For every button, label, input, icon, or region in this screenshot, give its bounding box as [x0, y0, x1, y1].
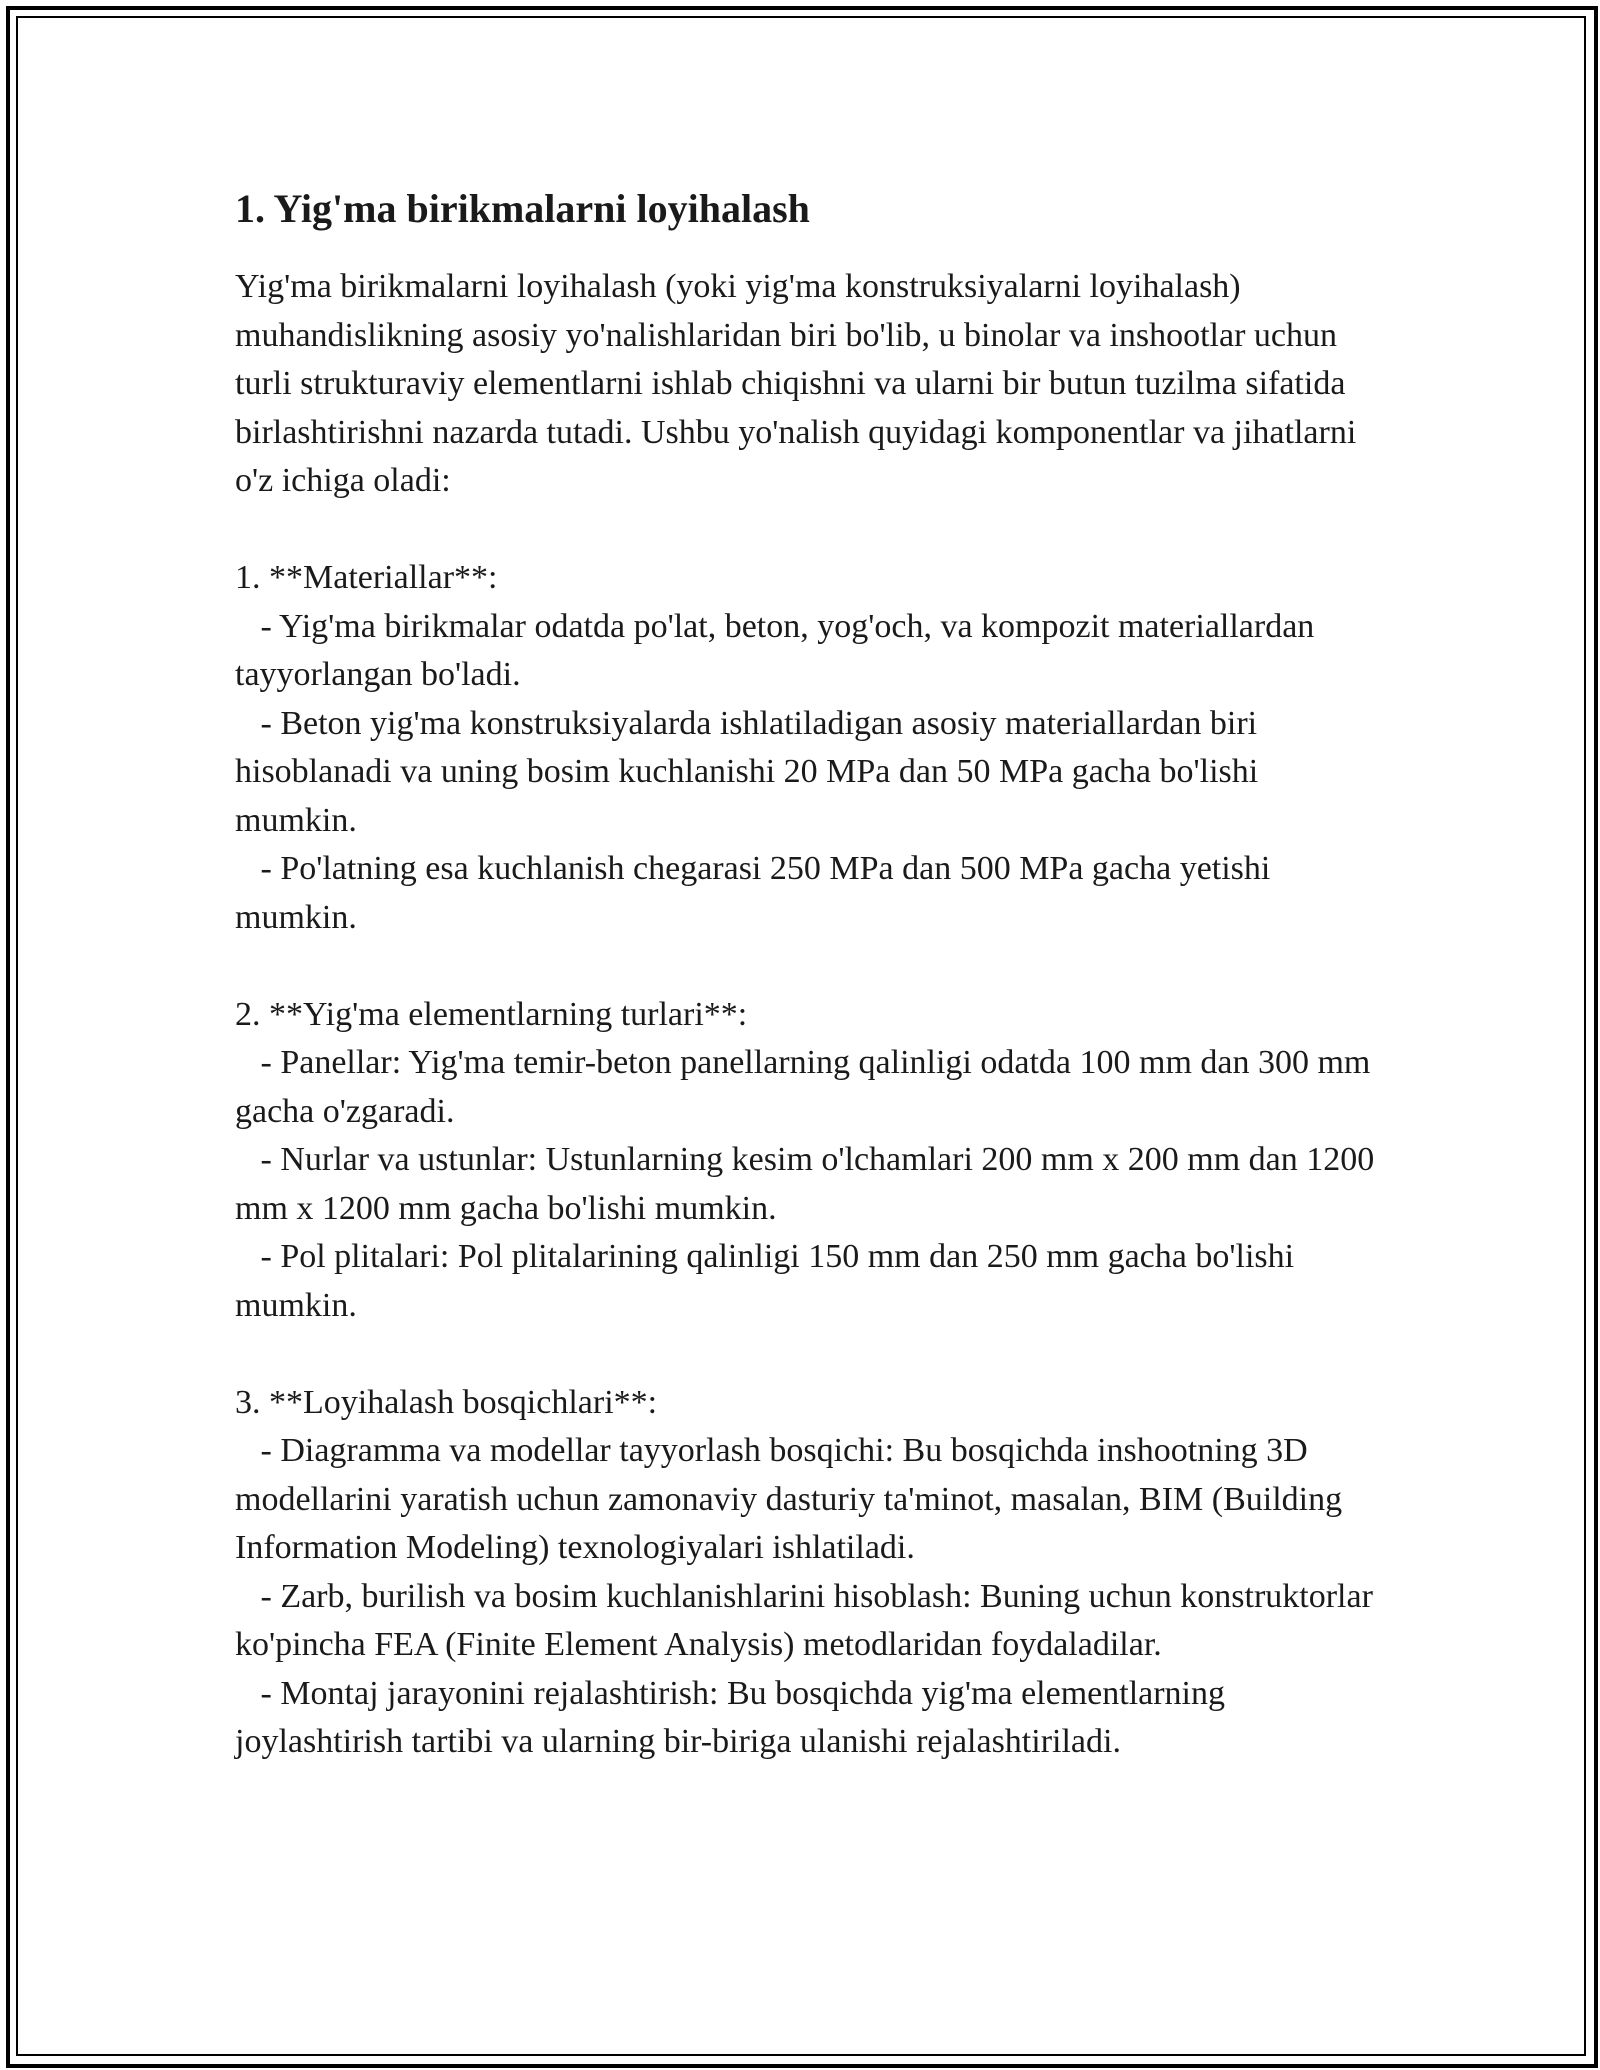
list-item: - Beton yig'ma konstruksiyalarda ishlatiladigan asosiy materiallardan biri hisoblanadi va uning bosim kuchlanishi 20 MPa dan 50 MPa gacha bo'lishi mumkin. [235, 704, 1267, 839]
list-item: - Zarb, burilish va bosim kuchlanishlarini hisoblash: Buning uchun konstruktorlar ko'pincha FEA (Finite Element Analysis) metodlaridan foydaladilar. [235, 1577, 1382, 1663]
document-body [235, 185, 1383, 1767]
intro-paragraph: Yig'ma birikmalarni loyihalash (yoki yig'ma konstruksiyalarni loyihalash) muhandislikning asosiy yo'nalishlaridan biri bo'lib, u binolar va inshootlar uchun turli strukturaviy elementlarni ishlab chiqishni va ularni bir butun tuzilma sifatida birlashtirishni nazarda tutadi. Ushbu yo'nalish quyidagi komponentlar va jihatlarni o'z ichiga oladi: [235, 268, 1365, 499]
document-title: 1. Yig'ma birikmalarni loyihalash [235, 186, 810, 231]
list-item: - Montaj jarayonini rejalashtirish: Bu bosqichda yig'ma elementlarning joylashtirish tartibi va ularning bir-biriga ulanishi rejalashtiriladi. [235, 1674, 1234, 1760]
spacer [235, 1330, 1375, 1379]
section-heading: 3. **Loyihalash bosqichlari**: [235, 1383, 658, 1421]
list-item: - Diagramma va modellar tayyorlash bosqichi: Bu bosqichda inshootning 3D modellarini yaratish uchun zamonaviy dasturiy ta'minot, masalan, BIM (Building Information Modeling) texnologiyalari ishlatiladi. [235, 1432, 1351, 1566]
list-item: - Panellar: Yig'ma temir-beton panellarning qalinligi odatda 100 mm dan 300 mm gacha o'zgaradi. [235, 1044, 1379, 1130]
list-item: - Yig'ma birikmalar odatda po'lat, beton, yog'och, va kompozit materiallardan tayyorlangan bo'ladi. [235, 607, 1323, 693]
list-item: - Nurlar va ustunlar: Ustunlarning kesim o'lchamlari 200 mm x 200 mm dan 1200 mm x 1200 mm gacha bo'lishi mumkin. [235, 1141, 1383, 1227]
spacer [235, 942, 1375, 991]
section-heading: 1. **Materiallar**: [235, 559, 498, 596]
spacer [235, 506, 1375, 555]
section-heading: 2. **Yig'ma elementlarning turlari**: [235, 995, 748, 1033]
list-item: - Pol plitalari: Pol plitalarining qalinligi 150 mm dan 250 mm gacha bo'lishi mumkin. [235, 1238, 1303, 1324]
section-design-stages [235, 1379, 1382, 1767]
section-element-types [235, 991, 1383, 1331]
section-materials [235, 554, 1375, 942]
list-item: - Po'latning esa kuchlanish chegarasi 250 MPa dan 500 MPa gacha yetishi mumkin. [235, 850, 1279, 936]
